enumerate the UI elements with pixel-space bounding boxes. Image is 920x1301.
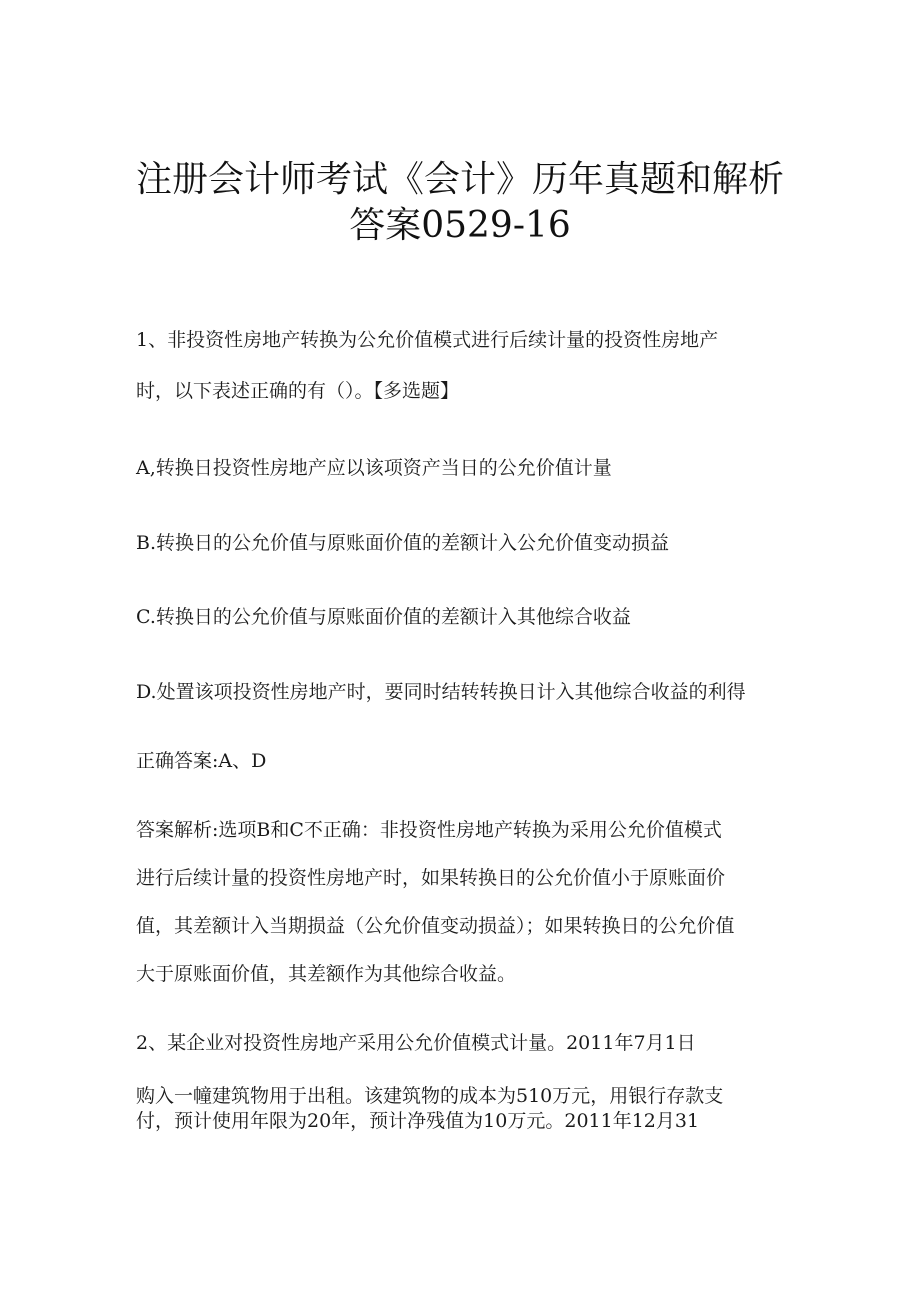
question-1-correct-answer: 正确答案:A、D xyxy=(136,750,267,772)
question-1-analysis-line-4: 大于原账面价值，其差额作为其他综合收益。 xyxy=(136,963,517,985)
question-1-analysis-line-1: 答案解析:选项B和C不正确：非投资性房地产转换为采用公允价值模式 xyxy=(136,819,722,841)
question-1-option-d: D.处置该项投资性房地产时，要同时结转转换日计入其他综合收益的利得 xyxy=(136,681,746,703)
question-1-stem-line-2: 时，以下表述正确的有（）。【多选题】 xyxy=(136,380,460,402)
question-1-option-a: A,转换日投资性房地产应以该项资产当日的公允价值计量 xyxy=(136,457,612,479)
document-title-line-2: 答案0529-16 xyxy=(349,205,571,246)
question-1-option-b: B.转换日的公允价值与原账面价值的差额计入公允价值变动损益 xyxy=(136,532,670,554)
question-1-stem-line-1: 1、非投资性房地产转换为公允价值模式进行后续计量的投资性房地产 xyxy=(136,329,719,351)
question-1-analysis-line-2: 进行后续计量的投资性房地产时，如果转换日的公允价值小于原账面价 xyxy=(136,867,726,889)
question-1-analysis-line-3: 值，其差额计入当期损益（公允价值变动损益）；如果转换日的公允价值 xyxy=(136,915,735,937)
question-1-option-c: C.转换日的公允价值与原账面价值的差额计入其他综合收益 xyxy=(136,606,631,628)
question-2-stem-line-3: 付，预计使用年限为20年，预计净残值为10万元。2011年12月31 xyxy=(136,1110,700,1132)
document-title-line-1: 注册会计师考试《会计》历年真题和解析 xyxy=(135,159,784,200)
question-2-stem-line-1: 2、某企业对投资性房地产采用公允价值模式计量。2011年7月1日 xyxy=(136,1032,696,1054)
question-2-stem-line-2: 购入一幢建筑物用于出租。该建筑物的成本为510万元，用银行存款支 xyxy=(136,1085,724,1107)
